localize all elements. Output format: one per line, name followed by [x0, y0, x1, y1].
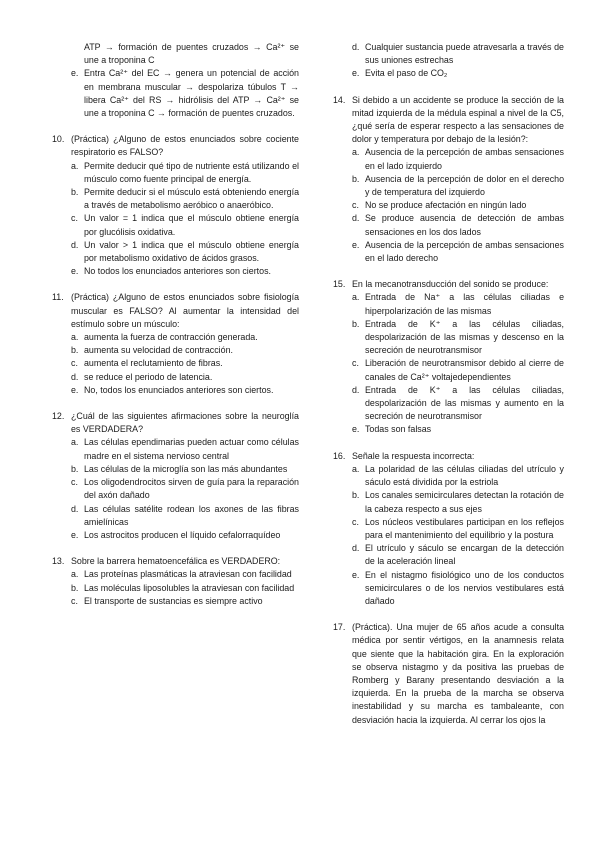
- option-letter: b.: [352, 490, 360, 501]
- option-text: se reduce el periodo de latencia.: [84, 371, 213, 382]
- question-number: 10.: [52, 134, 65, 145]
- answer-option: [352, 239, 564, 265]
- option-text: Las proteínas plasmáticas la atraviesan con facilidad: [84, 569, 292, 580]
- question-stem: Sobre la barrera hematoencefálica es VERDADERO:: [71, 556, 281, 567]
- question-body: [352, 94, 564, 266]
- option-letter: c.: [71, 358, 78, 369]
- answer-option: [352, 384, 564, 424]
- option-text: Liberación de neurotransmisor debido al cierre de canales de Ca²⁺ voltajedependientes: [365, 358, 564, 382]
- answer-option: [352, 146, 564, 172]
- option-letter: c.: [71, 595, 78, 606]
- answer-option: [71, 239, 299, 265]
- answer-option: [71, 568, 299, 581]
- question-stem: ¿Cuál de las siguientes afirmaciones sobre la neuroglía es VERDADERA?: [71, 411, 299, 435]
- option-letter: e.: [352, 424, 360, 435]
- option-text: Permite deducir qué tipo de nutriente está utilizando el músculo como fuente principal de energía.: [84, 160, 299, 184]
- answer-option: [352, 291, 564, 317]
- option-letter: a.: [71, 437, 79, 448]
- option-text: Los núcleos vestibulares participan en los reflejos para el mantenimiento del equilibrio y la postura: [365, 516, 564, 540]
- option-text: No se produce afectación en ningún lado: [365, 200, 527, 211]
- answer-option: [352, 489, 564, 515]
- question-body: [71, 291, 299, 397]
- option-letter: e.: [71, 384, 79, 395]
- option-letter: c.: [352, 516, 359, 527]
- option-text: No todos los enunciados anteriores son ciertos.: [84, 266, 271, 277]
- answer-option: [71, 186, 299, 212]
- answer-option: [352, 199, 564, 212]
- option-text: Las células ependimarias pueden actuar como células madre en el sistema nervioso central: [84, 437, 299, 461]
- option-letter: d.: [71, 371, 79, 382]
- answer-option: [352, 318, 564, 358]
- option-letter: b.: [352, 318, 360, 329]
- option-letter: a.: [71, 569, 79, 580]
- option-letter: e.: [71, 266, 79, 277]
- question-list: [333, 94, 564, 727]
- option-letter: d.: [352, 384, 360, 395]
- option-text: La polaridad de las células ciliadas del utrículo y sáculo está dividida por la estriola: [365, 463, 564, 488]
- option-text: aumenta su velocidad de contracción.: [84, 345, 233, 356]
- question-stem: En la mecanotransducción del sonido se produce:: [352, 279, 549, 290]
- answer-option: [71, 529, 299, 542]
- answer-option: [71, 265, 299, 278]
- option-letter: a.: [71, 160, 79, 171]
- question-body: [71, 555, 299, 608]
- right-column: [333, 41, 564, 740]
- question-item: [333, 278, 564, 436]
- answer-option: [71, 212, 299, 238]
- answer-option: [352, 423, 564, 436]
- option-letter: e.: [352, 239, 360, 250]
- question-number: 12.: [52, 411, 65, 422]
- answer-option: [352, 357, 564, 383]
- option-letter: a.: [71, 332, 79, 343]
- question-body: [352, 450, 564, 608]
- question-number: 15.: [333, 279, 346, 290]
- option-letter: d.: [71, 239, 79, 250]
- option-letter: c.: [352, 200, 359, 211]
- option-text: No, todos los enunciados anteriores son ciertos.: [84, 384, 274, 395]
- option-letter: a.: [352, 463, 360, 474]
- answer-option: [352, 173, 564, 199]
- question-number: 11.: [52, 292, 64, 303]
- answer-option: [71, 384, 299, 397]
- answer-option: [71, 160, 299, 186]
- answer-option: [352, 516, 564, 542]
- question-item: [333, 621, 564, 727]
- option-text: Todas son falsas: [365, 424, 432, 435]
- question-body: [71, 410, 299, 542]
- question-stem: Señale la respuesta incorrecta:: [352, 450, 475, 461]
- answer-option: [71, 476, 299, 502]
- option-letter: c.: [71, 213, 78, 224]
- option-letter: d.: [352, 213, 360, 224]
- option-letter: b.: [71, 463, 79, 474]
- option-letter: b.: [71, 345, 79, 356]
- option-letter: c.: [352, 358, 359, 369]
- question-body: [352, 278, 564, 436]
- option-text: El transporte de sustancias es siempre activo: [84, 595, 263, 606]
- option-text: Ausencia de la percepción de ambas sensaciones en el lado izquierdo: [365, 147, 564, 171]
- answer-option: [71, 503, 299, 529]
- question-item: [52, 410, 299, 542]
- option-text: En el nistagmo fisiológico uno de los conductos semicirculares o de los nervios vestibulares está dañado: [365, 569, 564, 606]
- question-item: [333, 94, 564, 266]
- option-letter: d.: [71, 503, 79, 514]
- option-letter: e.: [71, 529, 79, 540]
- answer-option: [71, 371, 299, 384]
- option-text: Entrada de K⁺ a las células ciliadas, despolarización de las mismas y aumento en la secreción de neurotransmisor: [365, 384, 564, 422]
- question-number: 13.: [52, 556, 65, 567]
- question-item: [52, 133, 299, 278]
- answer-option: [352, 212, 564, 238]
- answer-option: e. Evita el paso de CO₂: [352, 68, 448, 79]
- question-body: [352, 621, 564, 727]
- answer-option: [71, 582, 299, 595]
- option-text: Los canales semicirculares detectan la rotación de la cabeza respecto a sus ejes: [365, 490, 564, 514]
- question-body: [71, 133, 299, 278]
- answer-option: [71, 331, 299, 344]
- answer-option: [352, 463, 564, 489]
- option-letter: b.: [71, 582, 79, 593]
- option-letter: e.: [352, 569, 360, 580]
- question-item: [333, 450, 564, 608]
- answer-option: e. Entra Ca²⁺ del EC → genera un potencial de acción en membrana muscular → despolariza túbulos T → libera Ca²⁺ del RS → hidrólisis del ATP → Ca²⁺ se une a troponina C → formación de puentes cruzados.: [71, 68, 299, 119]
- option-letter: b.: [71, 187, 79, 198]
- option-text: Ausencia de la percepción de dolor en el derecho y de temperatura del izquierdo: [365, 173, 564, 198]
- answer-option: [71, 357, 299, 370]
- answer-option: d. Cualquier sustancia puede atravesarla a través de sus uniones estrechas: [352, 42, 564, 66]
- answer-option: [71, 436, 299, 462]
- option-text: Permite deducir si el músculo está obteniendo energía a través de metabolismo aeróbico o anaeróbico.: [84, 187, 299, 211]
- question-stem: (Práctica) ¿Alguno de estos enunciados sobre fisiología muscular es FALSO? Al aumentar la intensidad del estímulo sobre un músculo:: [71, 292, 299, 329]
- option-text: Las células de la microglía son las más abundantes: [84, 463, 288, 474]
- left-column: [52, 41, 299, 621]
- question-list: [52, 133, 299, 608]
- option-text: Un valor = 1 indica que el músculo obtiene energía por glucólisis oxidativa.: [84, 213, 299, 237]
- option-text: Los astrocitos producen el líquido cefalorraquídeo: [84, 529, 281, 540]
- answer-option: [71, 344, 299, 357]
- continuation-block: [71, 41, 299, 120]
- question-stem: (Práctica). Una mujer de 65 años acude a consulta médica por sentir vértigos, en la anamnesis relata que siente que la habitación gira. En la exploración se observa nistagmo y da positiva las pruebas de Romberg y Barany presentando desviación a la izquierda. En la prueba de la marcha se observa inestabilidad y su marcha es tambaleante, con desviación hacia la izquierda. Al cerrar los ojos la: [352, 622, 564, 725]
- question-stem: (Práctica) ¿Alguno de estos enunciados sobre cociente respiratorio es FALSO?: [71, 134, 299, 158]
- option-text: aumenta el reclutamiento de fibras.: [84, 358, 223, 369]
- answer-option: [352, 569, 564, 609]
- option-text: Las células satélite rodean los axones de las fibras amielínicas: [84, 503, 299, 527]
- answer-option: [71, 463, 299, 476]
- option-text: Un valor > 1 indica que el músculo obtiene energía por metabolismo oxidativo de ácidos grasos.: [84, 239, 299, 264]
- question-stem: Si debido a un accidente se produce la sección de la mitad izquierda de la médula espinal a nivel de la C5, ¿qué sería de esperar respecto a las sensaciones de dolor y temperatura por debajo de la lesión?:: [352, 94, 564, 145]
- option-text: aumenta la fuerza de contracción generada.: [84, 332, 258, 343]
- answer-option: ATP → formación de puentes cruzados → Ca²⁺ se une a troponina C: [84, 42, 299, 66]
- answer-option: [352, 542, 564, 568]
- continuation-block: [352, 41, 564, 81]
- option-text: Entrada de K⁺ a las células ciliadas, despolarización de las mismas y descenso en la secreción de neurotransmisor: [365, 318, 564, 356]
- option-letter: b.: [352, 173, 360, 184]
- question-number: 17.: [333, 622, 346, 633]
- option-text: El utrículo y sáculo se encargan de la detección de la aceleración lineal: [365, 543, 564, 567]
- option-text: Se produce ausencia de detección de ambas sensaciones en los dos lados: [365, 213, 564, 237]
- option-letter: a.: [352, 292, 360, 303]
- question-number: 14.: [333, 94, 346, 105]
- option-letter: a.: [352, 147, 360, 158]
- option-letter: c.: [71, 477, 78, 488]
- option-letter: d.: [352, 543, 360, 554]
- option-text: Ausencia de la percepción de ambas sensaciones en el lado derecho: [365, 239, 564, 264]
- option-text: Los oligodendrocitos sirven de guía para la reparación del axón dañado: [84, 477, 299, 501]
- answer-option: [71, 595, 299, 608]
- question-number: 16.: [333, 450, 346, 461]
- question-item: [52, 291, 299, 397]
- option-text: Las moléculas liposolubles la atraviesan con facilidad: [84, 582, 295, 593]
- option-text: Entrada de Na⁺ a las células ciliadas e hiperpolarización de las mismas: [365, 292, 564, 316]
- question-item: [52, 555, 299, 608]
